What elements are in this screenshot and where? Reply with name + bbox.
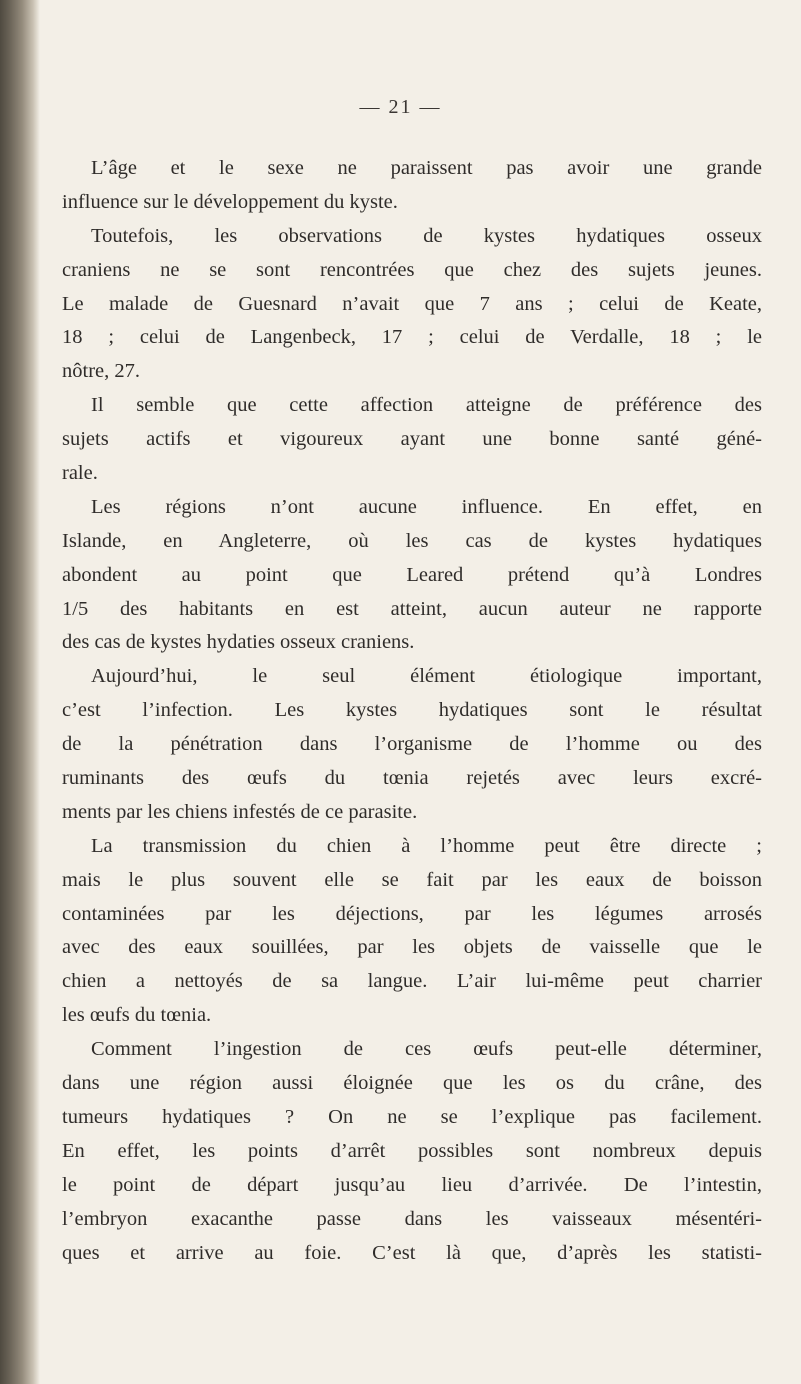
- text-line: influence sur le développement du kyste.: [62, 190, 398, 213]
- text-line: Le malade de Guesnard n’avait que 7 ans ; celui de Keate,: [62, 292, 762, 315]
- text-line: nôtre, 27.: [62, 360, 140, 383]
- text-line: Comment l’ingestion de ces œufs peut-elle déterminer,: [91, 1038, 762, 1061]
- text-line: c’est l’infection. Les kystes hydatiques sont le résultat: [62, 699, 762, 722]
- text-line: L’âge et le sexe ne paraissent pas avoir une grande: [91, 157, 762, 179]
- text-line: mais le plus souvent elle se fait par les eaux de boisson: [62, 868, 762, 891]
- text-line: ments par les chiens infestés de ce parasite.: [62, 800, 418, 823]
- text-line: contaminées par les déjections, par les légumes arrosés: [62, 902, 762, 925]
- page-number: — 21 —: [359, 96, 442, 118]
- text-line: abondent au point que Leared prétend qu’à Londres: [62, 563, 762, 586]
- text-line: 18 ; celui de Langenbeck, 17 ; celui de Verdalle, 18 ; le: [62, 326, 762, 349]
- text-line: de la pénétration dans l’organisme de l’homme ou des: [62, 733, 762, 756]
- text-line: En effet, les points d’arrêt possibles sont nombreux depuis: [62, 1139, 762, 1162]
- text-line: avec des eaux souillées, par les objets de vaisselle que le: [62, 936, 762, 959]
- text-line: Les régions n’ont aucune influence. En effet, en: [91, 495, 762, 518]
- text-line: Aujourd’hui, le seul élément étiologique important,: [91, 665, 762, 688]
- text-line: l’embryon exacanthe passe dans les vaisseaux mésentéri-: [62, 1207, 762, 1230]
- text-line: tumeurs hydatiques ? On ne se l’explique pas facilement.: [62, 1105, 762, 1128]
- text-line: ques et arrive au foie. C’est là que, d’après les statisti-: [62, 1241, 762, 1264]
- text-line: sujets actifs et vigoureux ayant une bonne santé géné-: [62, 428, 762, 451]
- text-line: des cas de kystes hydaties osseux craniens.: [62, 631, 415, 654]
- text-line: craniens ne se sont rencontrées que chez des sujets jeunes.: [62, 258, 762, 281]
- text-line: les œufs du tœnia.: [62, 1004, 212, 1027]
- text-line: rale.: [62, 462, 98, 485]
- text-line: dans une région aussi éloignée que les os du crâne, des: [62, 1072, 762, 1095]
- text-line: Islande, en Angleterre, où les cas de kystes hydatiques: [62, 529, 762, 552]
- text-line: chien a nettoyés de sa langue. L’air lui-même peut charrier: [62, 970, 762, 993]
- text-line: Il semble que cette affection atteigne de préférence des: [91, 394, 762, 417]
- book-spine-shadow: [0, 0, 40, 1384]
- text-line: Toutefois, les observations de kystes hydatiques osseux: [91, 224, 762, 247]
- text-line: ruminants des œufs du tœnia rejetés avec leurs excré-: [62, 767, 762, 790]
- text-line: le point de départ jusqu’au lieu d’arrivée. De l’intestin,: [62, 1173, 762, 1196]
- text-line: 1/5 des habitants en est atteint, aucun auteur ne rapporte: [62, 597, 762, 620]
- body-text: [62, 152, 762, 1270]
- text-line: La transmission du chien à l’homme peut être directe ;: [91, 834, 762, 857]
